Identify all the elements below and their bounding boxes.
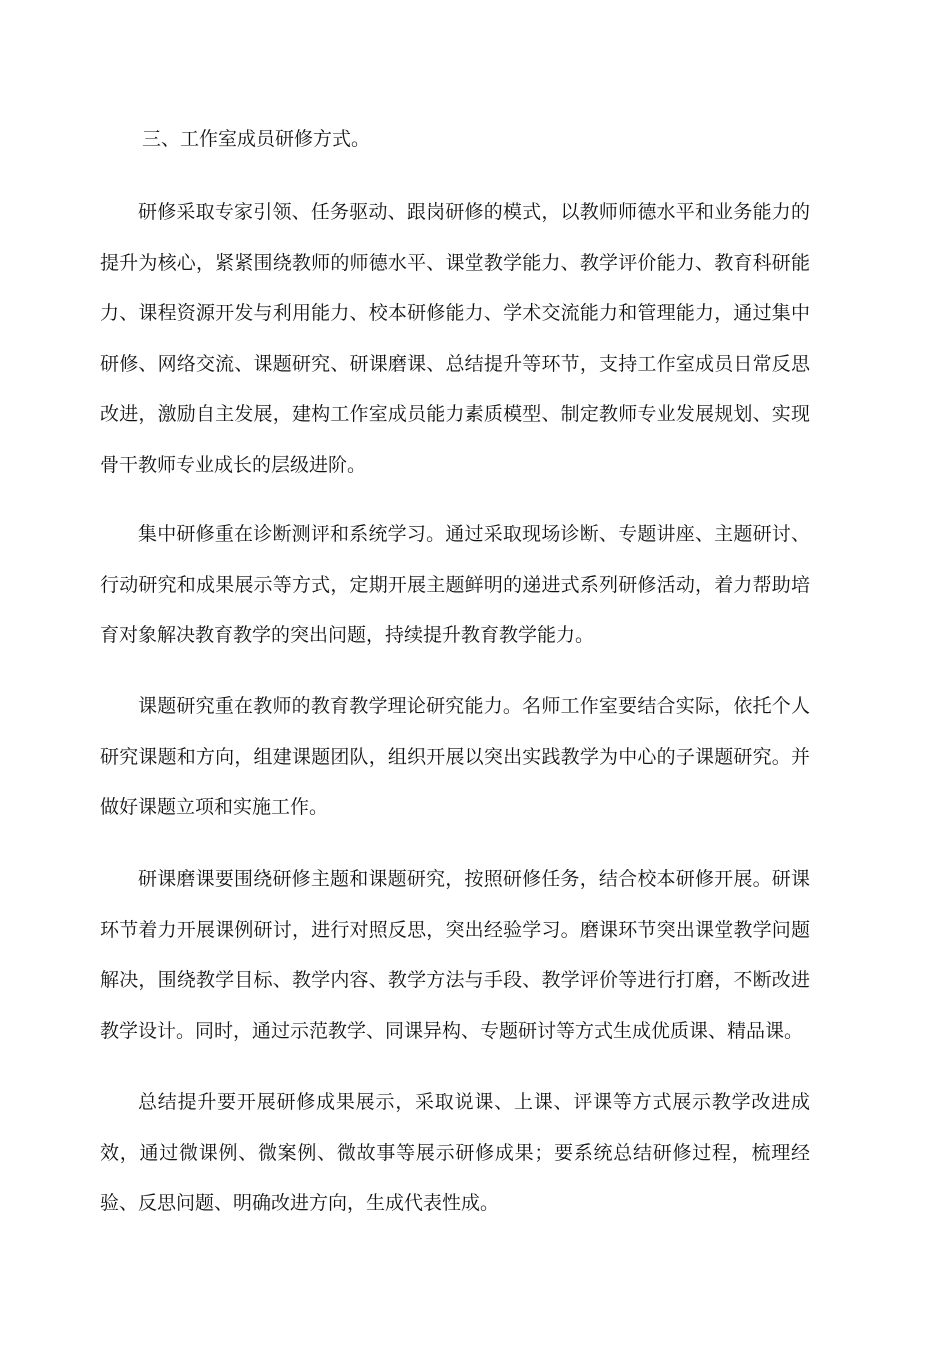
paragraph-lesson-polishing: 研课磨课要围绕研修主题和课题研究，按照研修任务，结合校本研修开展。研课环节着力开展课例研讨，进行对照反思，突出经验学习。磨课环节突出课堂教学问题解决，围绕教学目标、教学内容、教学方法与手段、教学评价等进行打磨，不断改进教学设计。同时，通过示范教学、同课异构、专题研讨等方式生成优质课、精品课。 — [100, 868, 810, 1042]
paragraph-centralized-training: 集中研修重在诊断测评和系统学习。通过采取现场诊断、专题讲座、主题研讨、行动研究和成果展示等方式，定期开展主题鲜明的递进式系列研修活动，着力帮助培育对象解决教育教学的突出问题，持续提升教育教学能力。 — [100, 523, 810, 646]
section-heading: 三、工作室成员研修方式。 — [142, 128, 371, 150]
paragraph-summary: 总结提升要开展研修成果展示，采取说课、上课、评课等方式展示教学改进成效，通过微课例、微案例、微故事等展示研修成果；要系统总结研修过程，梳理经验、反思问题、明确改进方向，生成代表性成。 — [100, 1091, 810, 1214]
paragraph-research-mode: 研修采取专家引领、任务驱动、跟岗研修的模式，以教师师德水平和业务能力的提升为核心，紧紧围绕教师的师德水平、课堂教学能力、教学评价能力、教育科研能力、课程资源开发与利用能力、校本研修能力、学术交流能力和管理能力，通过集中研修、网络交流、课题研究、研课磨课、总结提升等环节，支持工作室成员日常反思改进，激励自主发展，建构工作室成员能力素质模型、制定教师专业发展规划、实现骨干教师专业成长的层级进阶。 — [100, 201, 810, 476]
paragraph-topic-research: 课题研究重在教师的教育教学理论研究能力。名师工作室要结合实际，依托个人研究课题和方向，组建课题团队，组织开展以突出实践教学为中心的子课题研究。并做好课题立项和实施工作。 — [100, 695, 810, 818]
